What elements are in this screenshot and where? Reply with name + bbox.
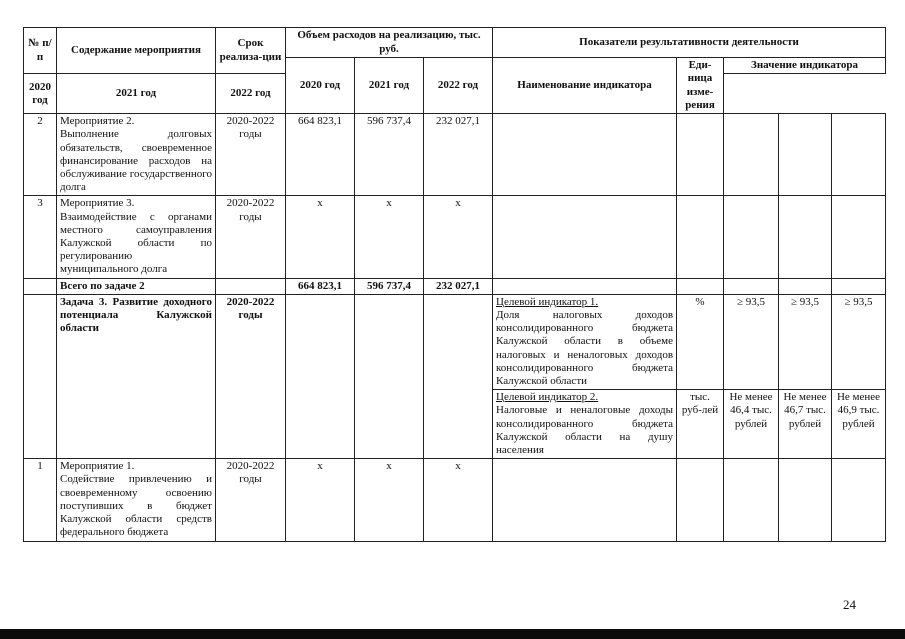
row-term: 2020-2022 годы bbox=[216, 196, 286, 278]
empty-cell bbox=[424, 294, 493, 458]
indicator-1-desc: Доля налоговых доходов консолидированного бюджета Калужской области в объеме налоговых и неналоговых доходов консолидированного бюджета Калужской области bbox=[496, 309, 674, 388]
empty-cell bbox=[355, 294, 424, 458]
header-indicators-group: Показатели результативности деятельности bbox=[493, 28, 886, 58]
row-value-2021: x bbox=[355, 196, 424, 278]
row-value-2022: x bbox=[424, 196, 493, 278]
row-content bbox=[57, 459, 216, 541]
empty-cell bbox=[832, 114, 886, 196]
row-value-2020: 664 823,1 bbox=[286, 114, 355, 196]
empty-cell bbox=[677, 459, 724, 541]
empty-cell bbox=[779, 196, 832, 278]
row-num: 1 bbox=[24, 459, 57, 541]
page-number: 24 bbox=[843, 597, 856, 612]
indicator-2-unit: тыс. руб-лей bbox=[677, 390, 724, 459]
measure-desc: Взаимодействие с органами местного самоуправления Калужской области по регулированию муниципального долга bbox=[60, 210, 212, 276]
indicator-2-value-2021: Не менее 46,7 тыс. рублей bbox=[779, 390, 832, 459]
indicator-2-title: Целевой индикатор 2. bbox=[496, 391, 599, 404]
empty-cell bbox=[832, 196, 886, 278]
empty-cell bbox=[724, 196, 779, 278]
header-term: Срок реализа-ции bbox=[216, 28, 286, 74]
row-content bbox=[57, 114, 216, 196]
empty-cell bbox=[493, 196, 677, 278]
indicator-2-value-2022: Не менее 46,9 тыс. рублей bbox=[832, 390, 886, 459]
empty-cell bbox=[493, 459, 677, 541]
empty-cell bbox=[832, 278, 886, 294]
header-content: Содержание мероприятия bbox=[57, 28, 216, 74]
empty-cell bbox=[677, 278, 724, 294]
empty-cell bbox=[779, 459, 832, 541]
empty-cell bbox=[832, 459, 886, 541]
empty-cell bbox=[779, 114, 832, 196]
indicator-1-value-2022: ≥ 93,5 bbox=[832, 294, 886, 389]
measure-desc: Выполнение долговых обязательств, своевременное финансирование расходов на обслуживание государственного долга bbox=[60, 128, 212, 194]
header-year-2020: 2020 год bbox=[286, 58, 355, 114]
empty-cell bbox=[216, 278, 286, 294]
empty-cell bbox=[724, 114, 779, 196]
empty-cell bbox=[677, 114, 724, 196]
header-value-2020: 2020 год bbox=[24, 74, 57, 114]
total-value-2020: 664 823,1 bbox=[286, 278, 355, 294]
program-measures-table bbox=[23, 27, 886, 542]
table-row-task-3 bbox=[24, 294, 886, 389]
row-value-2022: x bbox=[424, 459, 493, 541]
empty-cell bbox=[724, 278, 779, 294]
empty-cell bbox=[779, 278, 832, 294]
indicator-1-unit: % bbox=[677, 294, 724, 389]
indicator-1-title: Целевой индикатор 1. bbox=[496, 295, 599, 308]
empty-cell bbox=[493, 114, 677, 196]
indicator-1-value-2021: ≥ 93,5 bbox=[779, 294, 832, 389]
table-row-total-task-2 bbox=[24, 278, 886, 294]
table-row-measure-1 bbox=[24, 459, 886, 541]
indicator-1-name bbox=[493, 294, 677, 389]
total-value-2022: 232 027,1 bbox=[424, 278, 493, 294]
table-row-measure-2 bbox=[24, 114, 886, 196]
header-value-2021: 2021 год bbox=[57, 74, 216, 114]
row-value-2021: x bbox=[355, 459, 424, 541]
header-value-2022: 2022 год bbox=[216, 74, 286, 114]
header-year-2021: 2021 год bbox=[355, 58, 424, 114]
measure-title: Мероприятие 2. bbox=[60, 115, 135, 128]
empty-cell bbox=[24, 294, 57, 458]
header-num: № п/п bbox=[24, 28, 57, 74]
row-value-2021: 596 737,4 bbox=[355, 114, 424, 196]
row-value-2020: x bbox=[286, 459, 355, 541]
row-num: 3 bbox=[24, 196, 57, 278]
task-title: Задача 3. Развитие доходного потенциала Калужской области bbox=[57, 294, 216, 458]
measure-title: Мероприятие 1. bbox=[60, 460, 135, 473]
header-indicator-name: Наименование индикатора bbox=[493, 58, 677, 114]
empty-cell bbox=[286, 294, 355, 458]
row-content bbox=[57, 196, 216, 278]
empty-cell bbox=[493, 278, 677, 294]
table-row-measure-3 bbox=[24, 196, 886, 278]
total-label: Всего по задаче 2 bbox=[57, 278, 216, 294]
row-term: 2020-2022 годы bbox=[216, 114, 286, 196]
empty-cell bbox=[677, 196, 724, 278]
measure-desc: Содействие привлечению и своевременному освоению поступивших в бюджет Калужской области средств федерального бюджета bbox=[60, 473, 212, 539]
header-year-2022: 2022 год bbox=[424, 58, 493, 114]
indicator-2-desc: Налоговые и неналоговые доходы консолидированного бюджета Калужской области на душу населения bbox=[496, 404, 674, 457]
indicator-2-name bbox=[493, 390, 677, 459]
row-term: 2020-2022 годы bbox=[216, 459, 286, 541]
task-term: 2020-2022 годы bbox=[216, 294, 286, 458]
scan-edge-bar bbox=[0, 629, 905, 639]
indicator-2-value-2020: Не менее 46,4 тыс. рублей bbox=[724, 390, 779, 459]
row-num: 2 bbox=[24, 114, 57, 196]
total-value-2021: 596 737,4 bbox=[355, 278, 424, 294]
indicator-1-value-2020: ≥ 93,5 bbox=[724, 294, 779, 389]
header-unit: Еди-ница изме-рения bbox=[677, 58, 724, 114]
row-value-2022: 232 027,1 bbox=[424, 114, 493, 196]
header-expenses-group: Объем расходов на реализацию, тыс. руб. bbox=[286, 28, 493, 58]
empty-cell bbox=[24, 278, 57, 294]
empty-cell bbox=[724, 459, 779, 541]
row-value-2020: x bbox=[286, 196, 355, 278]
header-values-group: Значение индикатора bbox=[724, 58, 886, 74]
measure-title: Мероприятие 3. bbox=[60, 197, 135, 210]
